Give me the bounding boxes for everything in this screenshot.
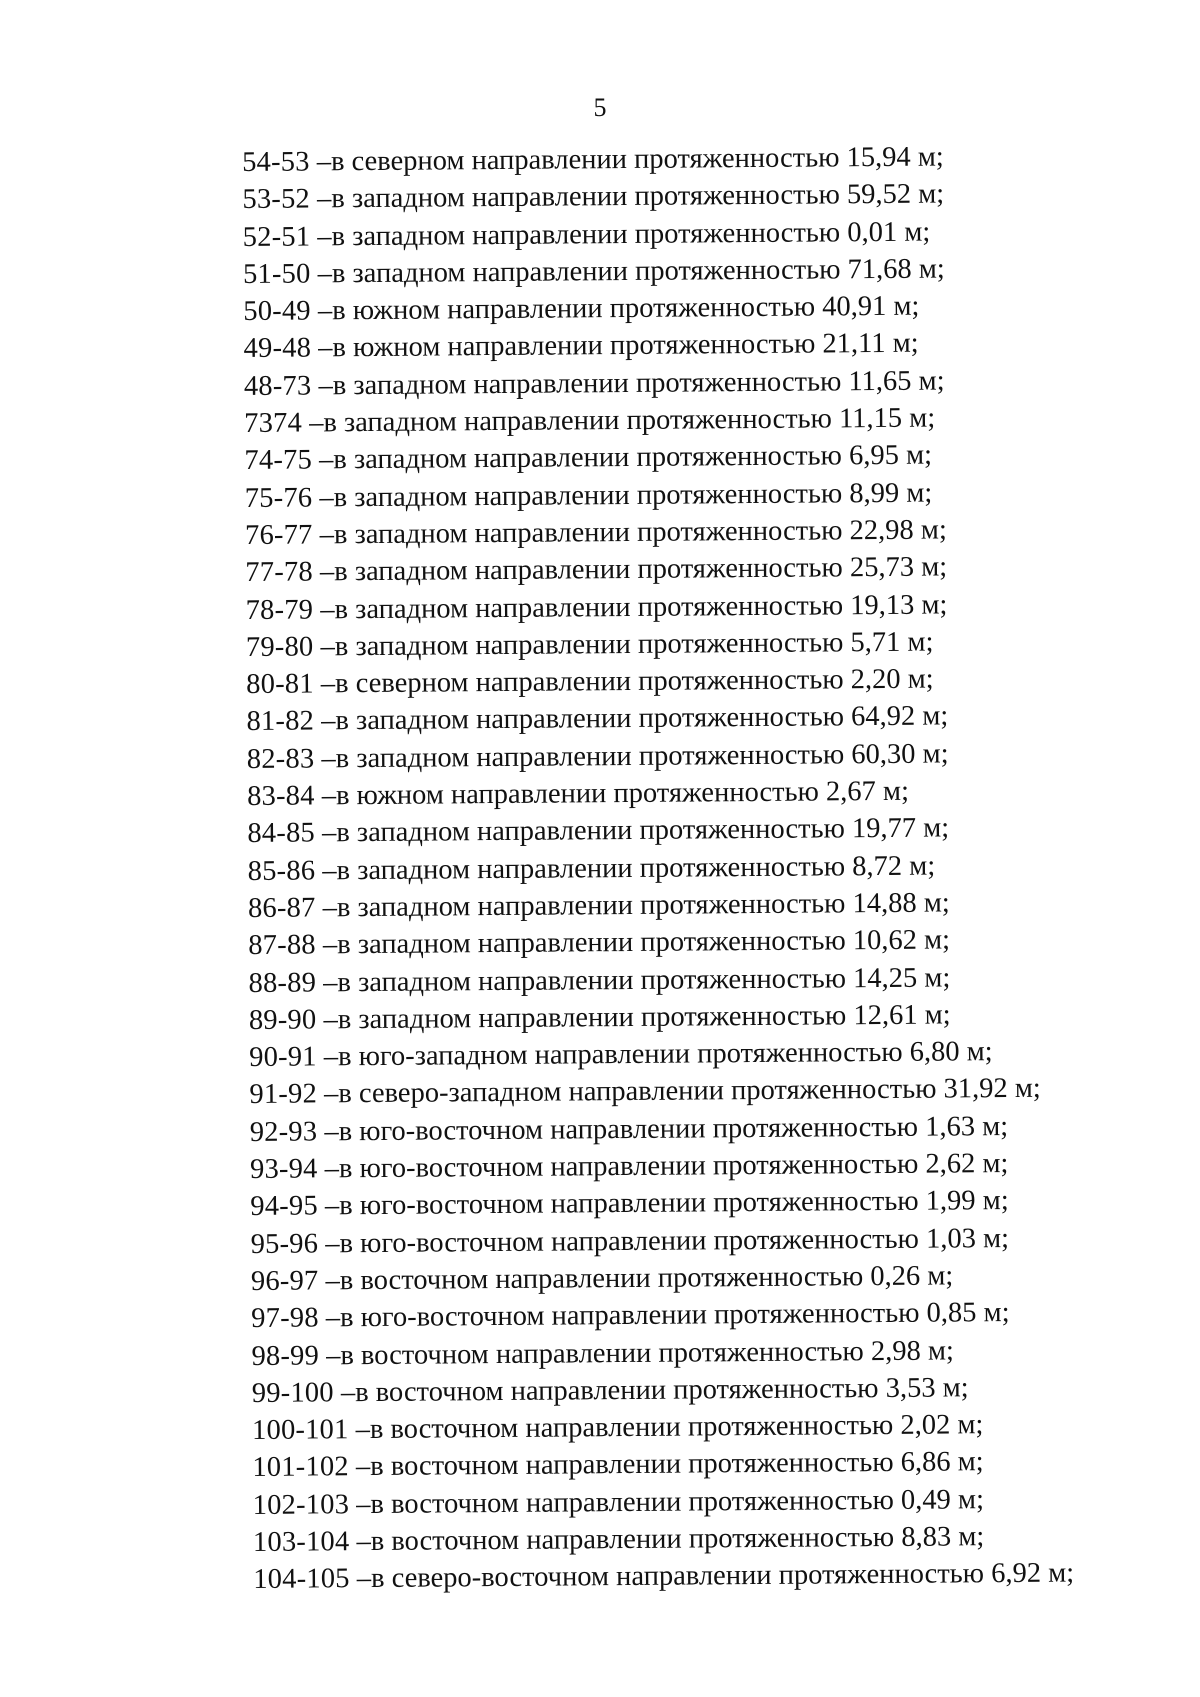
dash-separator <box>334 1377 356 1408</box>
dash-separator <box>313 631 335 662</box>
segment-id: 101-102 <box>252 1451 349 1484</box>
segment-id: 53-52 <box>242 183 311 216</box>
list-item <box>242 138 1063 182</box>
list-item <box>251 1331 1072 1375</box>
segment-id: 52-51 <box>242 221 311 253</box>
segment-description: в западном направлении протяженностью 5,71 м; <box>334 626 934 663</box>
segment-description: в западном направлении протяженностью 8,99 м; <box>333 477 933 513</box>
list-item <box>247 772 1068 816</box>
segment-description: в западном направлении протяженностью 22,98 м; <box>333 514 947 551</box>
segment-id: 94-95 <box>250 1190 318 1223</box>
segment-id: 82-83 <box>246 743 315 775</box>
list-item <box>246 622 1067 666</box>
segment-id: 97-98 <box>251 1302 319 1335</box>
list-item <box>243 212 1064 256</box>
segment-id: 48-73 <box>243 370 312 402</box>
segment-description: в западном направлении протяженностью 25,73 м; <box>334 551 948 588</box>
segment-description: в юго-восточном направлении протяженностью 1,03 м; <box>339 1222 1010 1259</box>
dash-separator <box>349 1489 371 1520</box>
segment-id: 90-91 <box>249 1041 317 1074</box>
segment-id: 81-82 <box>246 705 315 738</box>
dash-separator <box>349 1451 371 1482</box>
dash-separator <box>317 1041 339 1072</box>
list-item <box>249 1070 1070 1114</box>
segment-description: в юго-восточном направлении протяженностью 1,63 м; <box>338 1110 1009 1147</box>
list-item <box>249 1033 1070 1077</box>
list-item <box>249 995 1070 1039</box>
segment-description: в восточном направлении протяженностью 2,02 м; <box>369 1409 984 1446</box>
dash-separator <box>317 1079 339 1110</box>
segment-id: 83-84 <box>247 780 315 813</box>
list-item <box>250 1219 1071 1263</box>
dash-separator <box>310 146 332 177</box>
segment-id: 86-87 <box>247 892 316 924</box>
segment-description: в западном направлении протяженностью 19,13 м; <box>334 589 948 625</box>
segment-description: в юго-восточном направлении протяженностью 1,99 м; <box>339 1185 1009 1222</box>
segment-description: в западном направлении протяженностью 0,01 м; <box>331 216 931 252</box>
segment-id: 76-77 <box>244 519 313 551</box>
dash-separator <box>311 333 333 364</box>
segment-description: в восточном направлении протяженностью 0,26 м; <box>339 1260 954 1297</box>
segment-id: 7374 <box>244 407 303 440</box>
segment-id: 92-93 <box>249 1116 318 1148</box>
dash-separator <box>318 1228 340 1259</box>
list-item <box>248 921 1069 965</box>
segment-description: в западном направлении протяженностью 60,30 м; <box>335 738 949 775</box>
dash-separator <box>310 184 332 215</box>
dash-separator <box>312 482 334 513</box>
dash-separator <box>317 1116 339 1147</box>
dash-separator <box>319 1302 341 1333</box>
page-number: 5 <box>593 93 607 122</box>
dash-separator <box>310 258 332 289</box>
segment-id: 89-90 <box>248 1004 317 1036</box>
list-item <box>252 1406 1073 1450</box>
dash-separator <box>319 1340 341 1371</box>
segment-description: в северном направлении протяженностью 2,20 м; <box>334 663 934 700</box>
segment-id: 99-100 <box>251 1377 334 1409</box>
list-item <box>246 585 1067 629</box>
segment-id: 95-96 <box>250 1228 319 1260</box>
list-item <box>253 1480 1074 1524</box>
segment-description: в восточном направлении протяженностью 3,53 м; <box>355 1372 969 1408</box>
segment-description: в юго-восточном направлении протяженностью 0,85 м; <box>339 1297 1010 1334</box>
boundary-segment-list <box>242 138 1074 1599</box>
dash-separator <box>314 706 336 737</box>
list-item <box>244 361 1065 405</box>
dash-separator <box>348 1414 370 1445</box>
dash-separator <box>314 668 336 699</box>
list-item <box>250 1107 1071 1151</box>
list-item <box>253 1517 1074 1561</box>
dash-separator <box>316 1004 338 1035</box>
list-item <box>243 324 1064 368</box>
segment-id: 98-99 <box>251 1339 320 1372</box>
dash-separator <box>350 1563 372 1594</box>
list-item <box>251 1294 1072 1338</box>
list-item <box>245 548 1066 592</box>
list-item <box>252 1443 1073 1487</box>
segment-id: 78-79 <box>245 594 314 626</box>
list-item <box>250 1182 1071 1226</box>
segment-id: 79-80 <box>245 631 314 663</box>
segment-description: в западном направлении протяженностью 10,62 м; <box>337 924 951 961</box>
segment-id: 88-89 <box>248 966 317 999</box>
segment-id: 84-85 <box>247 817 316 850</box>
segment-id: 75-76 <box>244 482 313 514</box>
segment-id: 103-104 <box>252 1526 350 1558</box>
dash-separator <box>318 1265 340 1296</box>
dash-separator <box>316 967 338 998</box>
dash-separator <box>349 1526 371 1557</box>
segment-description: в южном направлении протяженностью 21,11 м; <box>332 328 919 364</box>
segment-description: в западном направлении протяженностью 71,68 м; <box>331 253 945 290</box>
dash-separator <box>315 892 337 923</box>
segment-description: в юго-западном направлении протяженностью 6,80 м; <box>337 1036 993 1073</box>
segment-description: в восточном направлении протяженностью 2,98 м; <box>340 1334 954 1371</box>
segment-id: 51-50 <box>242 258 311 290</box>
list-item <box>248 846 1069 890</box>
dash-separator <box>312 519 334 550</box>
dash-separator <box>311 295 333 326</box>
segment-id: 80-81 <box>246 668 314 701</box>
segment-description: в южном направлении протяженностью 2,67 м; <box>335 775 910 812</box>
list-item <box>243 249 1064 293</box>
segment-id: 100-101 <box>251 1414 349 1447</box>
list-item <box>248 958 1069 1002</box>
list-item <box>248 883 1069 927</box>
list-item <box>246 697 1067 741</box>
list-item <box>243 287 1064 331</box>
segment-id: 102-103 <box>252 1488 350 1521</box>
dash-separator <box>314 743 336 774</box>
segment-id: 50-49 <box>243 295 311 328</box>
segment-id: 77-78 <box>245 556 313 589</box>
segment-description: в западном направлении протяженностью 64,92 м; <box>335 700 949 737</box>
dash-separator <box>313 594 335 625</box>
segment-description: в северо-западном направлении протяженностью 31,92 м; <box>338 1073 1041 1110</box>
segment-id: 87-88 <box>248 929 316 962</box>
list-item <box>244 399 1065 443</box>
list-item <box>245 473 1066 517</box>
dash-separator <box>312 445 334 476</box>
dash-separator <box>317 1153 339 1184</box>
dash-separator <box>318 1191 340 1222</box>
segment-description: в восточном направлении протяженностью 6,86 м; <box>370 1446 984 1483</box>
dash-separator <box>310 221 332 252</box>
segment-id: 49-48 <box>243 332 312 365</box>
segment-description: в западном направлении протяженностью 12,61 м; <box>337 999 951 1036</box>
segment-description: в западном направлении протяженностью 19,77 м; <box>336 812 950 849</box>
segment-description: в западном направлении протяженностью 11,65 м; <box>332 365 945 402</box>
segment-id: 85-86 <box>247 855 316 887</box>
list-item <box>246 660 1067 704</box>
dash-separator <box>315 780 337 811</box>
segment-description: в восточном направлении протяженностью 8,83 м; <box>370 1521 985 1558</box>
segment-id: 93-94 <box>249 1153 318 1185</box>
segment-description: в западном направлении протяженностью 59,52 м; <box>331 178 945 215</box>
list-item <box>244 436 1065 480</box>
list-item <box>242 175 1063 219</box>
segment-description: в северо-восточном направлении протяженностью 6,92 м; <box>370 1557 1075 1595</box>
segment-description: в западном направлении протяженностью 6,95 м; <box>333 439 933 476</box>
list-item <box>253 1555 1074 1599</box>
dash-separator <box>315 818 337 849</box>
list-item <box>247 809 1068 853</box>
dash-separator <box>311 370 333 401</box>
dash-separator <box>313 557 335 588</box>
segment-description: в западном направлении протяженностью 11,15 м; <box>323 402 936 439</box>
segment-id: 54-53 <box>242 146 310 178</box>
segment-id: 96-97 <box>250 1265 319 1297</box>
list-item <box>247 734 1068 778</box>
segment-description: в северном направлении протяженностью 15,94 м; <box>330 141 944 178</box>
segment-id: 104-105 <box>253 1563 350 1596</box>
segment-description: в западном направлении протяженностью 8,72 м; <box>336 850 936 886</box>
segment-id: 74-75 <box>244 444 313 477</box>
segment-description: в западном направлении протяженностью 14,88 м; <box>336 887 950 924</box>
dash-separator <box>316 930 338 961</box>
list-item <box>245 511 1066 555</box>
dash-separator <box>302 407 324 438</box>
segment-description: в юго-восточном направлении протяженностью 2,62 м; <box>338 1148 1009 1185</box>
list-item <box>251 1256 1072 1300</box>
dash-separator <box>315 855 337 886</box>
list-item <box>250 1145 1071 1189</box>
segment-description: в южном направлении протяженностью 40,91 м; <box>332 290 920 327</box>
list-item <box>252 1368 1073 1412</box>
segment-description: в западном направлении протяженностью 14,25 м; <box>337 961 951 998</box>
segment-description: в восточном направлении протяженностью 0,49 м; <box>370 1483 985 1520</box>
segment-id: 91-92 <box>249 1078 318 1111</box>
